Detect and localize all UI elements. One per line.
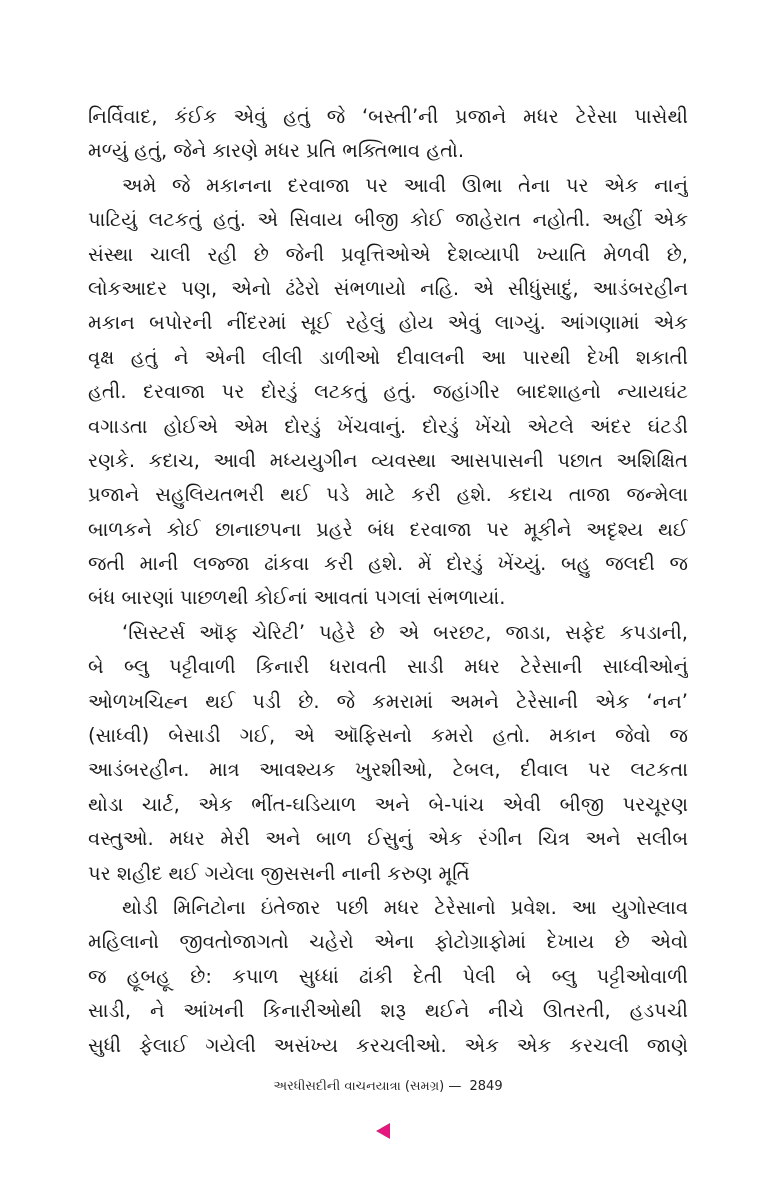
text-line: જતી માની લજ્જા ઢાંકવા કરી હશે. મેં દોરડું ખેંચ્યું. બહુ જલદી જ	[88, 552, 688, 576]
page-footer	[0, 1079, 776, 1094]
text-line: આડંબરહીન. માત્ર આવશ્યક ખુરશીઓ, ટેબલ, દીવાલ પર લટકતા	[88, 758, 688, 782]
text-line: મહિલાનો જીવતોજાગતો ચહેરો એના ફોટોગ્રાફોમાં દેખાય છે એવો	[88, 930, 688, 954]
text-line: ‘સિસ્ટર્સ ઑફ ચેરિટી’ પહેરે છે એ બરછટ, જાડા, સફેદ કપડાની,	[122, 620, 688, 644]
text-line: વૃક્ષ હતું ને એની લીલી ડાળીઓ દીવાલની આ પારથી દેખી શકાતી	[88, 345, 688, 369]
text-line: મકાન બપોરની નીંદરમાં સૂઈ રહેલું હોય એવું લાગ્યું. આંગણામાં એક	[88, 311, 688, 335]
text-line: ઓળખચિહ્ન થઈ પડી છે. જે કમરામાં અમને ટેરેસાની એક ‘નન’	[88, 689, 688, 713]
triangle-left-icon[interactable]	[376, 1123, 390, 1139]
text-line: બે બ્લુ પટ્ટીવાળી કિનારી ધરાવતી સાડી મધર ટેરેસાની સાધ્વીઓનું	[88, 655, 688, 679]
text-line: સુધી ફેલાઈ ગયેલી અસંખ્ય કરચલીઓ. એક એક કરચલી જાણે	[88, 1033, 688, 1057]
text-line: હતી. દરવાજા પર દોરડું લટકતું હતું. જહાંગીર બાદશાહનો ન્યાયઘંટ	[88, 380, 688, 404]
text-line: થોડી મિનિટોના ઇંતેજાર પછી મધર ટેરેસાનો પ્રવેશ. આ યુગોસ્લાવ	[122, 895, 688, 919]
paragraph	[88, 100, 688, 169]
text-line: સાડી, ને આંખની કિનારીઓથી શરૂ થઈને નીચે ઊતરતી, હડપચી	[88, 999, 688, 1023]
text-line: પાટિયું લટકતું હતું. એ સિવાય બીજી કોઈ જાહેરાત નહોતી. અહીં એક	[88, 208, 688, 232]
text-line: લોકઆદર પણ, એનો ઢંઢેરો સંભળાયો નહિ. એ સીધુંસાદું, આડંબરહીન	[88, 276, 688, 300]
paragraph	[88, 616, 688, 891]
text-line: વગાડતા હોઈએ એમ દોરડું ખેંચવાનું. દોરડું ખેંચો એટલે અંદર ઘંટડી	[88, 414, 688, 438]
paragraph	[88, 891, 688, 1063]
footer-dash: —	[448, 1079, 462, 1094]
page-body	[88, 100, 688, 1063]
text-line: થોડા ચાર્ટ, એક ભીંત-ઘડિયાળ અને બે-પાંચ એવી બીજી પરચૂરણ	[88, 792, 688, 816]
text-line: મળ્યું હતું, જેને કારણે મધર પ્રતિ ભક્તિભાવ હતો.	[88, 139, 465, 163]
text-line: અમે જે મકાનના દરવાજા પર આવી ઊભા તેના પર એક નાનું	[122, 173, 688, 197]
book-title: અરધીસદીની વાચનયાત્રા (સમગ્ર)	[273, 1079, 445, 1094]
text-line: પ્રજાને સહુલિયતભરી થઈ પડે માટે કરી હશે. કદાચ તાજા જન્મેલા	[88, 483, 688, 507]
page-number: 2849	[469, 1079, 503, 1094]
text-line: (સાધ્વી) બેસાડી ગઈ, એ ઑફિસનો કમરો હતો. મકાન જેવો જ	[88, 724, 688, 748]
text-line: પર શહીદ થઈ ગયેલા જીસસની નાની કરુણ મૂર્તિ	[88, 861, 470, 885]
text-line: વસ્તુઓ. મધર મેરી અને બાળ ઈસુનું એક રંગીન ચિત્ર અને સલીબ	[88, 827, 688, 851]
text-line: જ હૂબહૂ છે: કપાળ સુધ્ધાં ઢાંકી દેતી પેલી બે બ્લુ પટ્ટીઓવાળી	[88, 964, 688, 988]
text-line: બાળકને કોઈ છાનાછપના પ્રહરે બંધ દરવાજા પર મૂકીને અદૃશ્ય થઈ	[88, 517, 688, 541]
paragraph	[88, 169, 688, 616]
text-line: બંધ બારણાં પાછળથી કોઈનાં આવતાં પગલાં સંભળાયાં.	[88, 586, 506, 610]
text-line: નિર્વિવાદ, કંઈક એવું હતું જે ‘બસ્તી’ની પ્રજાને મધર ટેરેસા પાસેથી	[88, 105, 688, 128]
text-line: સંસ્થા ચાલી રહી છે જેની પ્રવૃત્તિઓએ દેશવ્યાપી ખ્યાતિ મેળવી છે,	[88, 242, 688, 266]
text-line: રણકે. કદાચ, આવી મધ્યયુગીન વ્યવસ્થા આસપાસની પછાત અશિક્ષિત	[88, 448, 688, 472]
